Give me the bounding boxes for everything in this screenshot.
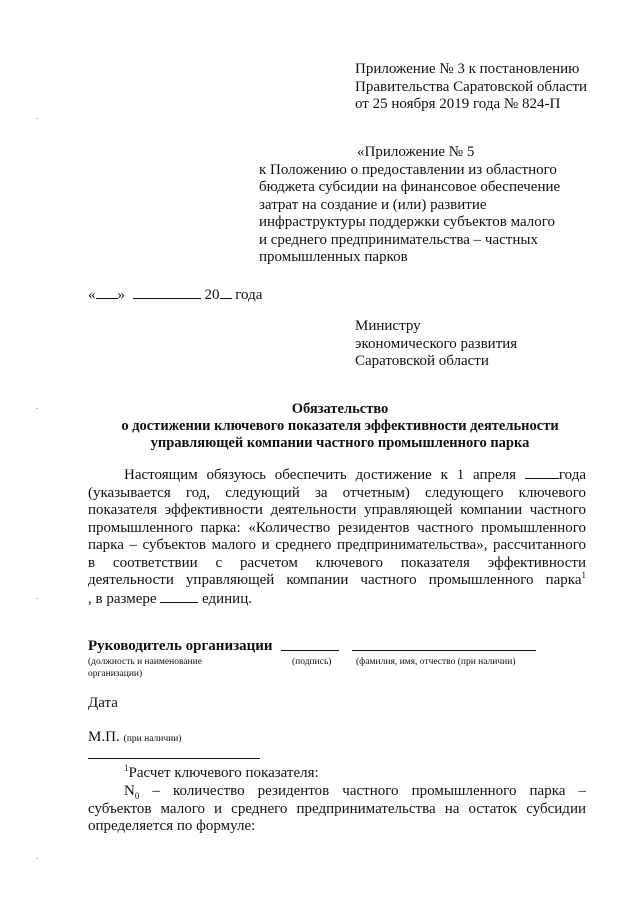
appendix-line: «Приложение № 5: [357, 144, 475, 160]
header-block: [355, 61, 587, 114]
appendix-block: [259, 144, 569, 267]
date-label: Дата: [88, 695, 118, 711]
date-line: [88, 286, 262, 305]
year-suffix: года: [231, 287, 263, 303]
footnote-title: [124, 765, 319, 783]
footnote-text: – количество резидентов частного промышленного парка –: [152, 783, 586, 799]
footnote-line: [88, 783, 586, 801]
body-text: , в размере: [88, 590, 157, 607]
full-name-caption: (фамилия, имя, отчество (при наличии): [356, 657, 516, 667]
body-text: Настоящим обязуюсь обеспечить достижение к 1 апреля: [124, 467, 517, 483]
footnote-body: [88, 783, 586, 836]
caption-text: организации): [88, 669, 143, 679]
footnote-separator: [88, 758, 260, 759]
addressee-line: Саратовской области: [355, 353, 489, 369]
scan-mark: [36, 408, 38, 409]
appendix-line: бюджета субсидии на финансовое обеспечение: [259, 179, 561, 195]
scan-mark: [36, 598, 38, 599]
full-name-line: [352, 650, 536, 651]
stamp-line: [88, 728, 181, 747]
scan-mark: [36, 858, 38, 859]
signature-head: Руководитель организации: [88, 638, 273, 654]
body-line: показателя эффективности деятельности управляющей компании частного: [88, 502, 586, 518]
stamp-label: М.П.: [88, 729, 120, 745]
addressee-block: [355, 318, 517, 371]
position-caption: [88, 656, 202, 680]
appendix-line: инфраструктуры поддержки субъектов малого: [259, 214, 556, 230]
header-line: от 25 ноября 2019 года № 824-П: [355, 96, 561, 112]
footnote-ref: 1: [581, 570, 586, 580]
appendix-line: и среднего предпринимательства – частных: [259, 231, 538, 248]
year-blank: [525, 466, 559, 479]
body-line: промышленного парка: «Количество резидентов частного промышленного: [88, 519, 586, 536]
body-line: [88, 466, 586, 485]
symbol-subscript: 0: [134, 791, 140, 801]
scan-mark: [36, 118, 38, 119]
amount-blank: [160, 590, 198, 603]
body-line: [88, 590, 586, 609]
title-line: о достижении ключевого показателя эффективности деятельности: [121, 418, 559, 434]
caption-text: (должность и наименование: [88, 657, 202, 667]
appendix-line: к Положению о предоставлении из областного: [259, 161, 557, 178]
body-line: (указывается год, следующий за отчетным) следующего ключевого: [88, 484, 586, 501]
date-quote-close: »: [117, 287, 125, 303]
document-title: [60, 401, 620, 452]
body-text: деятельности управляющей компании частного промышленного парка: [88, 572, 582, 588]
body-line: парка – субъектов малого и среднего предпринимательства», рассчитанного: [88, 537, 586, 553]
addressee-line: Министру: [355, 318, 421, 334]
header-line: Правительства Саратовской области: [355, 78, 588, 95]
year-prefix: 20: [204, 287, 220, 303]
title-line: управляющей компании частного промышленного парка: [150, 435, 530, 451]
body-line: [88, 572, 586, 590]
date-quote-open: «: [88, 287, 96, 303]
body-text: года: [558, 467, 586, 483]
stamp-note: (при наличии): [123, 734, 182, 744]
footnote-line: определяется по формуле:: [88, 818, 256, 834]
footnote-mark: 1: [124, 763, 129, 773]
header-line: Приложение № 3 к постановлению: [355, 61, 580, 77]
appendix-line: затрат на создание и (или) развитие: [259, 196, 487, 213]
body-text: единиц.: [202, 590, 252, 607]
footnote-title-text: Расчет ключевого показателя:: [128, 765, 319, 781]
title-line: Обязательство: [291, 401, 389, 417]
day-blank: [96, 286, 118, 299]
body-line: в соответствии с расчетом ключевого показателя эффективности: [88, 554, 586, 571]
body-paragraph: [88, 466, 586, 608]
month-blank: [133, 286, 201, 299]
signature-caption: (подпись): [292, 657, 332, 667]
signature-line: [281, 650, 339, 651]
footnote-line: субъектов малого и среднего предпринимательства на остаток субсидии: [88, 800, 586, 817]
addressee-line: экономического развития: [355, 335, 518, 352]
symbol-text: N: [124, 783, 135, 799]
symbol-n: [124, 783, 139, 799]
year-blank: [220, 286, 232, 299]
appendix-line: промышленных парков: [259, 249, 408, 265]
